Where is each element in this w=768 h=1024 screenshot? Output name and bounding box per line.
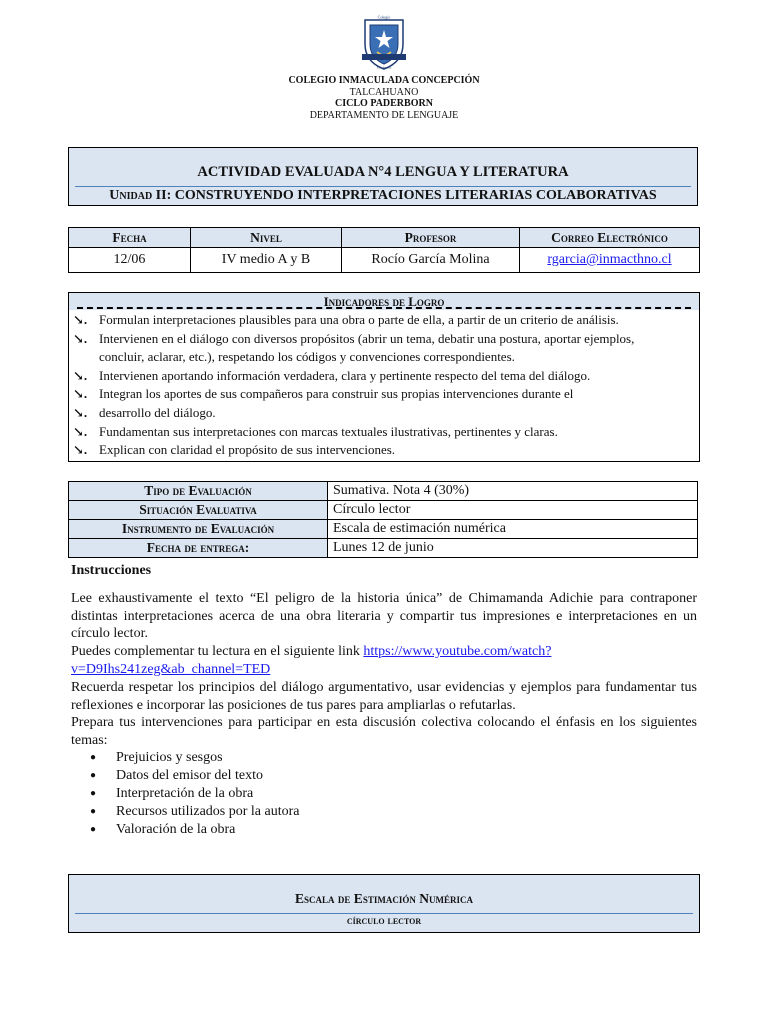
indicator-item: ↘. Intervienen aportando información verdadera, clara y pertinente respecto del tema del diálogo. [73,368,591,383]
header-teacher: Profesor [342,228,520,248]
arrow-bullet-icon: ↘. [73,386,88,401]
teacher-value: Rocío García Molina [342,248,520,273]
instructions-paragraph-4: Prepara tus intervenciones para participar en esta discusión colectiva colocando el énfasis en los siguientes temas: [71,715,697,748]
arrow-bullet-icon: ↘. [73,368,88,383]
arrow-bullet-icon: ↘. [73,312,88,327]
arrow-bullet-icon: ↘. [73,331,88,346]
info-data-row [69,248,700,273]
indicator-item: ↘. Integran los aportes de sus compañeros para construir sus propias intervenciones durante el [73,386,574,401]
due-date-label: Fecha de entrega: [69,539,328,558]
indicator-item: ↘. Fundamentan sus interpretaciones con marcas textuales ilustrativas, pertinentes y claras. [73,424,558,439]
school-department: DEPARTAMENTO DE LENGUAJE [309,110,459,121]
arrow-bullet-icon: ↘. [73,424,88,439]
evaluation-row [69,482,698,501]
instructions-paragraph-3: Recuerda respetar los principios del diálogo argumentativo, usar evidencias y ejemplos para fundamentar tus reflexiones e incorporar las posiciones de tus pares para ampliarlas o refutarlas. [71,680,697,713]
school-cycle: CICLO PADERBORN [335,98,433,109]
logo-top-text: Colegio [377,14,391,20]
arrow-bullet-icon: ↘. [73,405,88,420]
evaluation-row [69,539,698,558]
school-name: COLEGIO INMACULADA CONCEPCIÓN [288,75,480,86]
topics-list [90,749,300,839]
indicator-item: ↘. Formulan interpretaciones plausibles para una obra o parte de ella, a partir de un criterio de análisis. [73,312,619,327]
achievement-indicators-box [68,292,700,462]
list-item: ● Valoración de la obra [90,821,300,839]
list-item: ● Recursos utilizados por la autora [90,803,300,821]
arrow-bullet-icon: ↘. [73,442,88,457]
evaluation-row [69,520,698,539]
email-cell [520,248,700,273]
rating-scale-title: Escala de Estimación Numérica [295,891,473,906]
evaluation-instrument-value: Escala de estimación numérica [328,520,698,539]
info-header-row [69,228,700,248]
activity-title: ACTIVIDAD EVALUADA N°4 LENGUA Y LITERATURA [197,164,569,180]
date-value: 12/06 [69,248,191,273]
activity-title-box [68,147,698,206]
level-value: IV medio A y B [191,248,342,273]
youtube-link-continuation[interactable]: v=D9Ihs241zeg&ab_channel=TED [71,661,271,677]
evaluation-situation-value: Círculo lector [328,501,698,520]
email-link[interactable]: rgarcia@inmacthno.cl [547,252,672,267]
evaluation-type-value: Sumativa. Nota 4 (30%) [328,482,698,501]
list-item: ● Datos del emisor del texto [90,767,300,785]
header-date: Fecha [69,228,191,248]
logo-bottom-text: Talcahuano [376,65,392,70]
evaluation-situation-label: Situación Evaluativa [69,501,328,520]
indicator-item: ↘. Intervienen en el diálogo con diversos propósitos (abrir un tema, debatir una postura, aportar ejemplos, [73,331,635,346]
instructions-paragraph-2: Puedes complementar tu lectura en el siguiente link https://www.youtube.com/watch? v=D9Ihs241zeg&ab_channel=TED [71,644,552,677]
instructions-heading: Instrucciones [71,563,152,578]
evaluation-row [69,501,698,520]
list-item: ● Interpretación de la obra [90,785,300,803]
indicator-item: ↘. Explican con claridad el propósito de sus intervenciones. [73,442,396,457]
rating-scale-subtitle: círculo lector [346,915,422,927]
unit-title: Unidad II: CONSTRUYENDO INTERPRETACIONES LITERARIAS COLABORATIVAS [109,188,657,203]
evaluation-type-label: Tipo de Evaluación [69,482,328,501]
rating-scale-box [68,874,700,933]
evaluation-details-table [68,481,698,558]
indicator-item: ↘. desarrollo del diálogo. [73,405,216,420]
scale-divider [75,913,693,914]
indicators-heading: Indicadores de Logro [69,293,699,310]
indicator-item-continuation: concluir, aclarar, etc.), respetando los códigos y convenciones correspondientes. [99,349,515,364]
header-level: Nivel [191,228,342,248]
indicators-dashed-divider [77,307,691,309]
evaluation-instrument-label: Instrumento de Evaluación [69,520,328,539]
due-date-value: Lunes 12 de junio [328,539,698,558]
activity-info-table [68,227,700,273]
header-email: Correo Electrónico [520,228,700,248]
title-divider [75,186,691,187]
school-city: TALCAHUANO [349,87,419,98]
youtube-link[interactable]: https://www.youtube.com/watch? [363,644,552,659]
list-item: ● Prejuicios y sesgos [90,749,300,767]
school-crest-logo [361,14,407,70]
instructions-paragraph-1: Lee exhaustivamente el texto “El peligro de la historia única” de Chimamanda Adichie para contraponer distintas interpretaciones acerca de una obra literaria y compartir tus impresiones e interpretaciones en un círculo lector. [71,591,697,642]
